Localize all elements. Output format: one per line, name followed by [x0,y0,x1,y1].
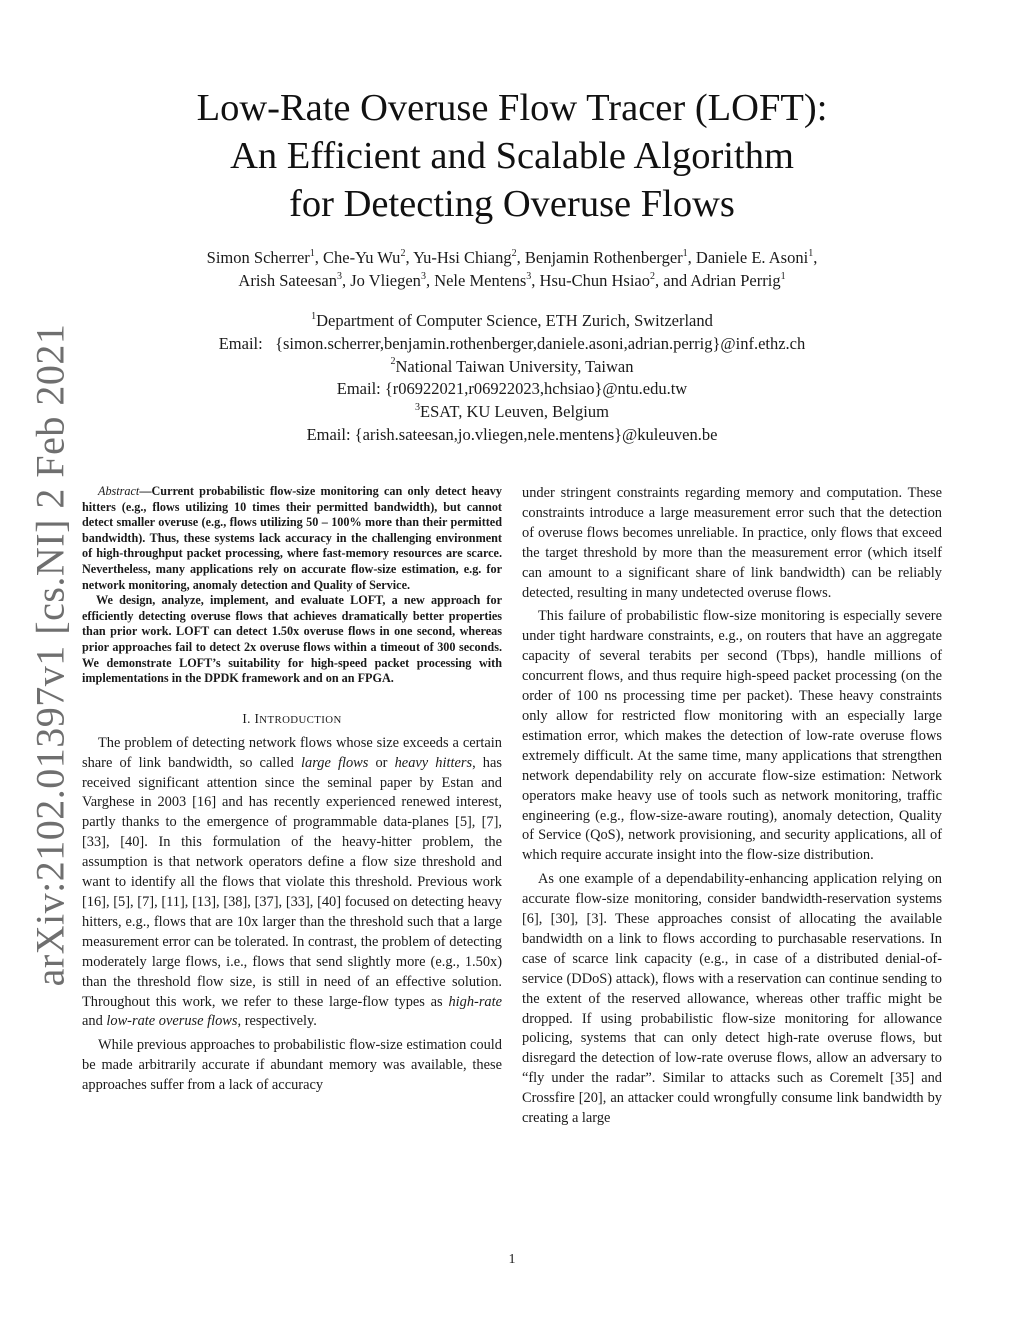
abstract-label: Abstract [98,484,140,498]
intro-paragraph-1 [82,734,502,1033]
author-line-2 [100,269,924,292]
title-line-2: An Efficient and Scalable Algorithm [230,135,794,177]
abstract-paragraph-1 [82,484,502,593]
affiliation-marker: 1 [309,247,315,259]
text-run: , respectively. [237,1013,317,1030]
institution-name: Department of Computer Science, ETH Zurich, Switzerland [316,311,713,330]
institution-name: ESAT, KU Leuven, Belgium [420,402,609,422]
body-paragraph-3: As one example of a dependability-enhancing application relying on accurate flow-size monitoring, consider bandwidth-reservation systems [6], [30], [3]. These approaches consist of allocating the available bandwidth on a link to flows according to purchasable reservations. In case of scarce link capacity (e.g., in case of a distributed denial-of-service (DDoS) attack), flows with a reservation can continue sending to the extent of the reserved allowance, whereas other traffic might be dropped. If using probabilistic flow-size monitoring for allowance policing, systems that can only detect high-rate overuse flows, but disregard the detection of low-rate overuse flows, allow an adversary to “fly under the radar”. Similar to attacks such as Coremelt [35] and Crossfire [20], an attacker could wrongfully consume link bandwidth by creating a large [522,871,942,1127]
author-name: , Yu-Hsi Chiang [405,248,512,267]
affiliation-marker: 1 [780,270,786,282]
author-name: Simon Scherrer [206,248,310,267]
email-line-1: Email: {simon.scherrer,benjamin.rothenberger,daniele.asoni,adrian.perrig}@inf.ethz.ch [218,333,806,353]
author-line-1 [100,246,924,269]
affiliation-marker: 1 [682,247,688,259]
text-run: The problem of detecting network flows whose size exceeds a certain share of link bandwidth, so called [82,734,502,771]
affiliation-marker: 3 [420,270,426,282]
emphasis-term: high-rate [448,993,502,1010]
author-name: , Daniele E. Asoni [687,248,809,267]
author-list [100,246,924,292]
affiliation-marker: 2 [511,247,517,259]
section-initial: I [254,710,260,726]
email-line-3: Email: {arish.sateesan,jo.vliegen,nele.mentens}@kuleuven.be [306,424,718,444]
emphasis-term: low-rate overuse flows [106,1013,238,1030]
intro-paragraph-2: While previous approaches to probabilistic flow-size estimation could be made arbitrarily accurate if abundant memory was available, these approaches suffer from a lack of accuracy [82,1037,502,1094]
institution-name: National Taiwan University, Taiwan [395,356,634,376]
affiliation-marker: 3 [526,270,532,282]
author-name: , Jo Vliegen [341,271,421,290]
body-paragraph-2: This failure of probabilistic flow-size monitoring is especially severe under tight hardware constraints, e.g., on routers that have an aggregate capacity of several terabits per second (Tbps), handle millions of concurrent flows, and thus require high-speed packet processing (on the order of 100 ns processing time per packet). These heavy constraints only allow for restricted flow monitoring with an especially large estimation error, which makes the detection of low-rate overuse flows extremely difficult. At the same time, many applications that strengthen network dependability rely on accurate flow-size estimation: Network operators make heavy use of tools such as network monitoring, traffic engineering (e.g., flow-size-aware routing), anomaly detection, Quality of Service (QoS), network provisioning, and security applications, all of which require accurate insight into the flow-size distribution. [522,608,942,864]
affiliation-marker: 1 [808,247,814,259]
affiliation-number: 1 [311,310,317,322]
author-name: , Nele Mentens [425,271,527,290]
affiliation-number: 2 [390,356,396,368]
author-name: , and Adrian Perrig [655,271,781,290]
emphasis-term: heavy hitters [394,754,473,771]
text-run: and [82,1013,107,1030]
text-run: or [368,754,395,771]
author-name: , Hsu-Chun Hsiao [531,271,651,290]
email-line-2: Email: {r06922021,r06922023,hchsiao}@ntu.edu.tw [336,379,688,399]
section-heading-introduction [82,711,502,728]
affiliation-marker: 2 [650,270,656,282]
author-separator: , [813,248,818,267]
author-name: Arish Sateesan [238,271,337,290]
section-numeral: I. [242,710,255,726]
author-name: , Che-Yu Wu [314,248,401,267]
left-column [82,484,502,1096]
affiliation-2 [100,356,924,379]
section-title-rest: NTRODUCTION [259,713,342,726]
abstract [82,484,502,687]
right-column [522,484,942,1129]
emphasis-term: large flows [301,754,369,771]
body-paragraph-continued: under stringent constraints regarding memory and computation. These constraints introduce a large measurement error such that the detection of overuse flows becomes unreliable. In practice, only flows that exceed the target threshold by more than the measurement error (which itself can amount to a significant share of link bandwidth) can be reliably detected, resulting in many undetected overuse flows. [522,485,942,601]
affiliation-marker: 3 [336,270,342,282]
abstract-text: —Current probabilistic flow-size monitoring can only detect heavy hitters (e.g., flows utilizing 10 times their permitted bandwidth), but cannot detect smaller overuse (e.g., flows utilizing 50 – 100% more than their permitted bandwidth). Thus, these systems lack accuracy in the challenging environment of high-throughput packet processing, where fast-memory resources are scarce. Nevertheless, many applications rely on accurate flow-size estimation, e.g. for network monitoring, anomaly detection and Quality of Service. [82,484,502,592]
title-line-3: for Detecting Overuse Flows [289,183,735,225]
affiliation-number: 3 [415,401,421,413]
author-name: , Benjamin Rothenberger [516,248,683,267]
affiliations [100,310,924,447]
affiliation-3 [100,401,924,424]
abstract-paragraph-2: We design, analyze, implement, and evaluate LOFT, a new approach for efficiently detecting overuse flows that achieves dramatically better properties than prior work. LOFT can detect 1.50x overuse flows in one second, whereas prior approaches fail to detect 2x overuse flows within a timeout of 300 seconds. We demonstrate LOFT’s suitability for high-speed packet processing with implementations in the DPDK framework and on an FPGA. [82,593,502,686]
affiliation-1 [100,310,924,333]
text-run: , has received significant attention since the seminal paper by Estan and Varghese in 2003 [16] and has recently experienced renewed interest, partly thanks to the emergence of programmable data-planes [5], [7], [33], [40]. In this formulation of the heavy-hitter problem, the assumption is that network operators define a flow size threshold and want to identify all the flows that violate this threshold. Previous work [16], [5], [7], [11], [13], [38], [37], [33], [40] focused on detecting heavy hitters, e.g., flows that are 10x larger than the threshold such that a large measurement error can be tolerated. In contrast, the problem of detecting moderately large flows, i.e., flows that send slightly more (e.g., 1.50x) than the threshold flow size, is still in need of an effective solution. Throughout this work, we refer to these large-flow types as [82,754,502,1010]
page-number: 1 [508,1252,516,1267]
affiliation-marker: 2 [400,247,406,259]
title-line-1: Low-Rate Overuse Flow Tracer (LOFT): [196,87,828,129]
arxiv-identifier: arXiv:2102.01397v1 [cs.NI] 2 Feb 2021 [27,323,73,987]
paper-title [100,84,924,228]
